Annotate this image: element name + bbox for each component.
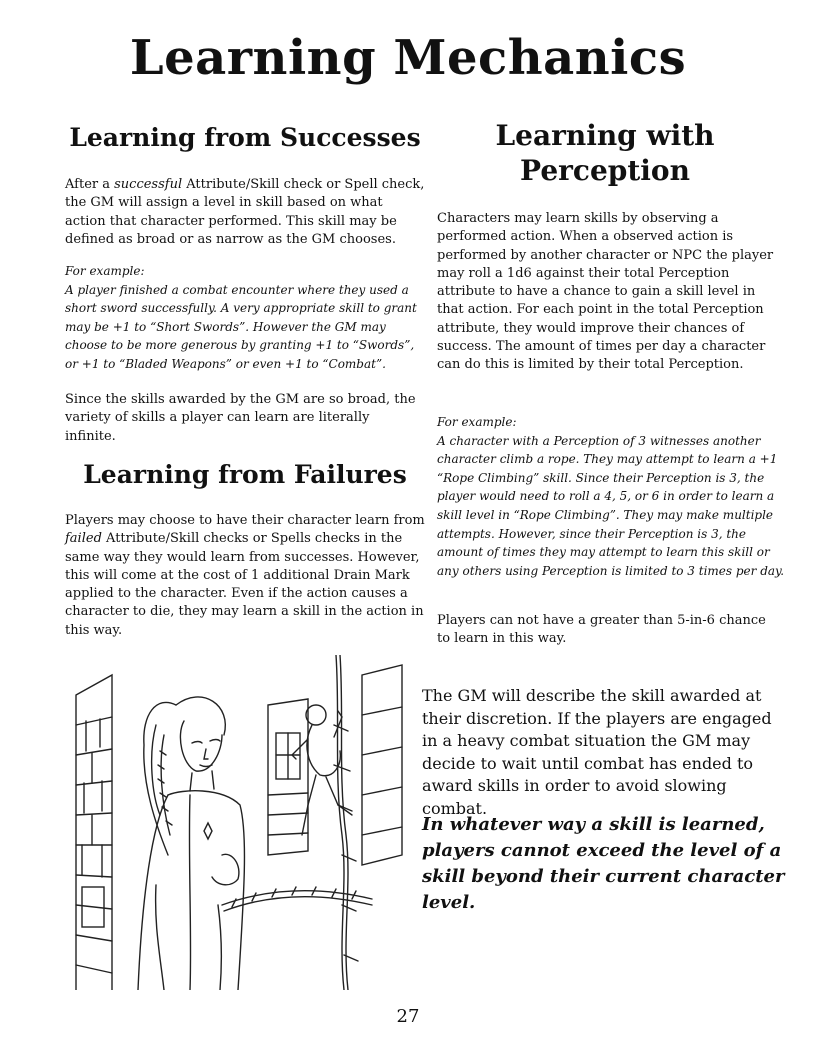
failures-paragraph [65, 512, 425, 640]
climber-figure-icon [292, 655, 358, 990]
closing-emphasis: In whatever way a skill is learned, players cannot exceed the level of a skill beyond their current character level. [422, 814, 785, 913]
page-number: 27 [396, 1006, 420, 1027]
building-left-icon [76, 675, 112, 990]
perception-example-label: For example: [437, 415, 517, 429]
closing-paragraph: The GM will describe the skill awarded at their discretion. If the players are engaged in a heavy combat situation the GM may decide to wait until combat has ended to award skills in order to avoid slowing combat. [422, 686, 772, 818]
successes-example-label: For example: [65, 264, 145, 278]
failures-heading: Learning from Failures [83, 460, 407, 489]
successes-p1-italic: successful [114, 177, 183, 192]
page-title: Learning Mechanics [129, 30, 687, 86]
successes-p1-after: Attribute/Skill check or Spell check, the GM will assign a level in skill based on what action that character performed. This skill may be defined as broad or as narrow as the GM chooses. [65, 177, 425, 247]
failures-p1-after: Attribute/Skill checks or Spells checks in the same way they would learn from successes. However, this will come at the cost of 1 additional Drain Mark applied to the character. Even if the action causes a character to die, they may learn a skill in the action in this way. [65, 531, 424, 638]
successes-summary: Since the skills awarded by the GM are so broad, the variety of skills a player can learn are literally infinite. [65, 392, 416, 444]
successes-heading: Learning from Successes [69, 123, 421, 152]
failures-p1-before: Players may choose to have their character learn from [65, 513, 425, 528]
perception-limit: Players can not have a greater than 5-in-6 chance to learn in this way. [437, 613, 766, 647]
successes-paragraph [65, 176, 427, 249]
successes-example-text: A player finished a combat encounter where they used a short sword successfully. A very appropriate skill to grant may be +1 to “Short Swords”. However the GM may choose to be more generous by granting +1 to “Swords”, or +1 to “Bladed Weapons” or even +1 to “Combat”. [65, 282, 417, 371]
perception-heading: Learning with Perception [495, 119, 715, 187]
coiled-rope-icon [222, 887, 372, 911]
perception-paragraph: Characters may learn skills by observing a performed action. When a observed action is performed by another character or NPC the player may roll a 1d6 against their total Perception attribute to have a chance to gain a skill level in that action. For each point in the total Perception attribute, they would improve their chances of success. The amount of times per day a character can do this is limited by their total Perception. [437, 211, 774, 373]
woman-figure-icon [138, 697, 244, 990]
successes-p1-before: After a [65, 177, 115, 192]
failures-p1-italic: failed [65, 531, 102, 547]
illustration-rope-climbing [72, 655, 408, 990]
successes-example [65, 262, 423, 374]
perception-example-text: A character with a Perception of 3 witnesses another character climb a rope. They may attempt to learn a +1 “Rope Climbing” skill. Since their Perception is 3, the player would need to roll a 4, 5, or 6 in order to learn a skill level in “Rope Climbing”. They may make multiple attempts. However, since their Perception is 3, the amount of times they may attempt to learn this skill or any others using Perception is limited to 3 times per day. [437, 433, 785, 578]
perception-example [437, 413, 787, 580]
